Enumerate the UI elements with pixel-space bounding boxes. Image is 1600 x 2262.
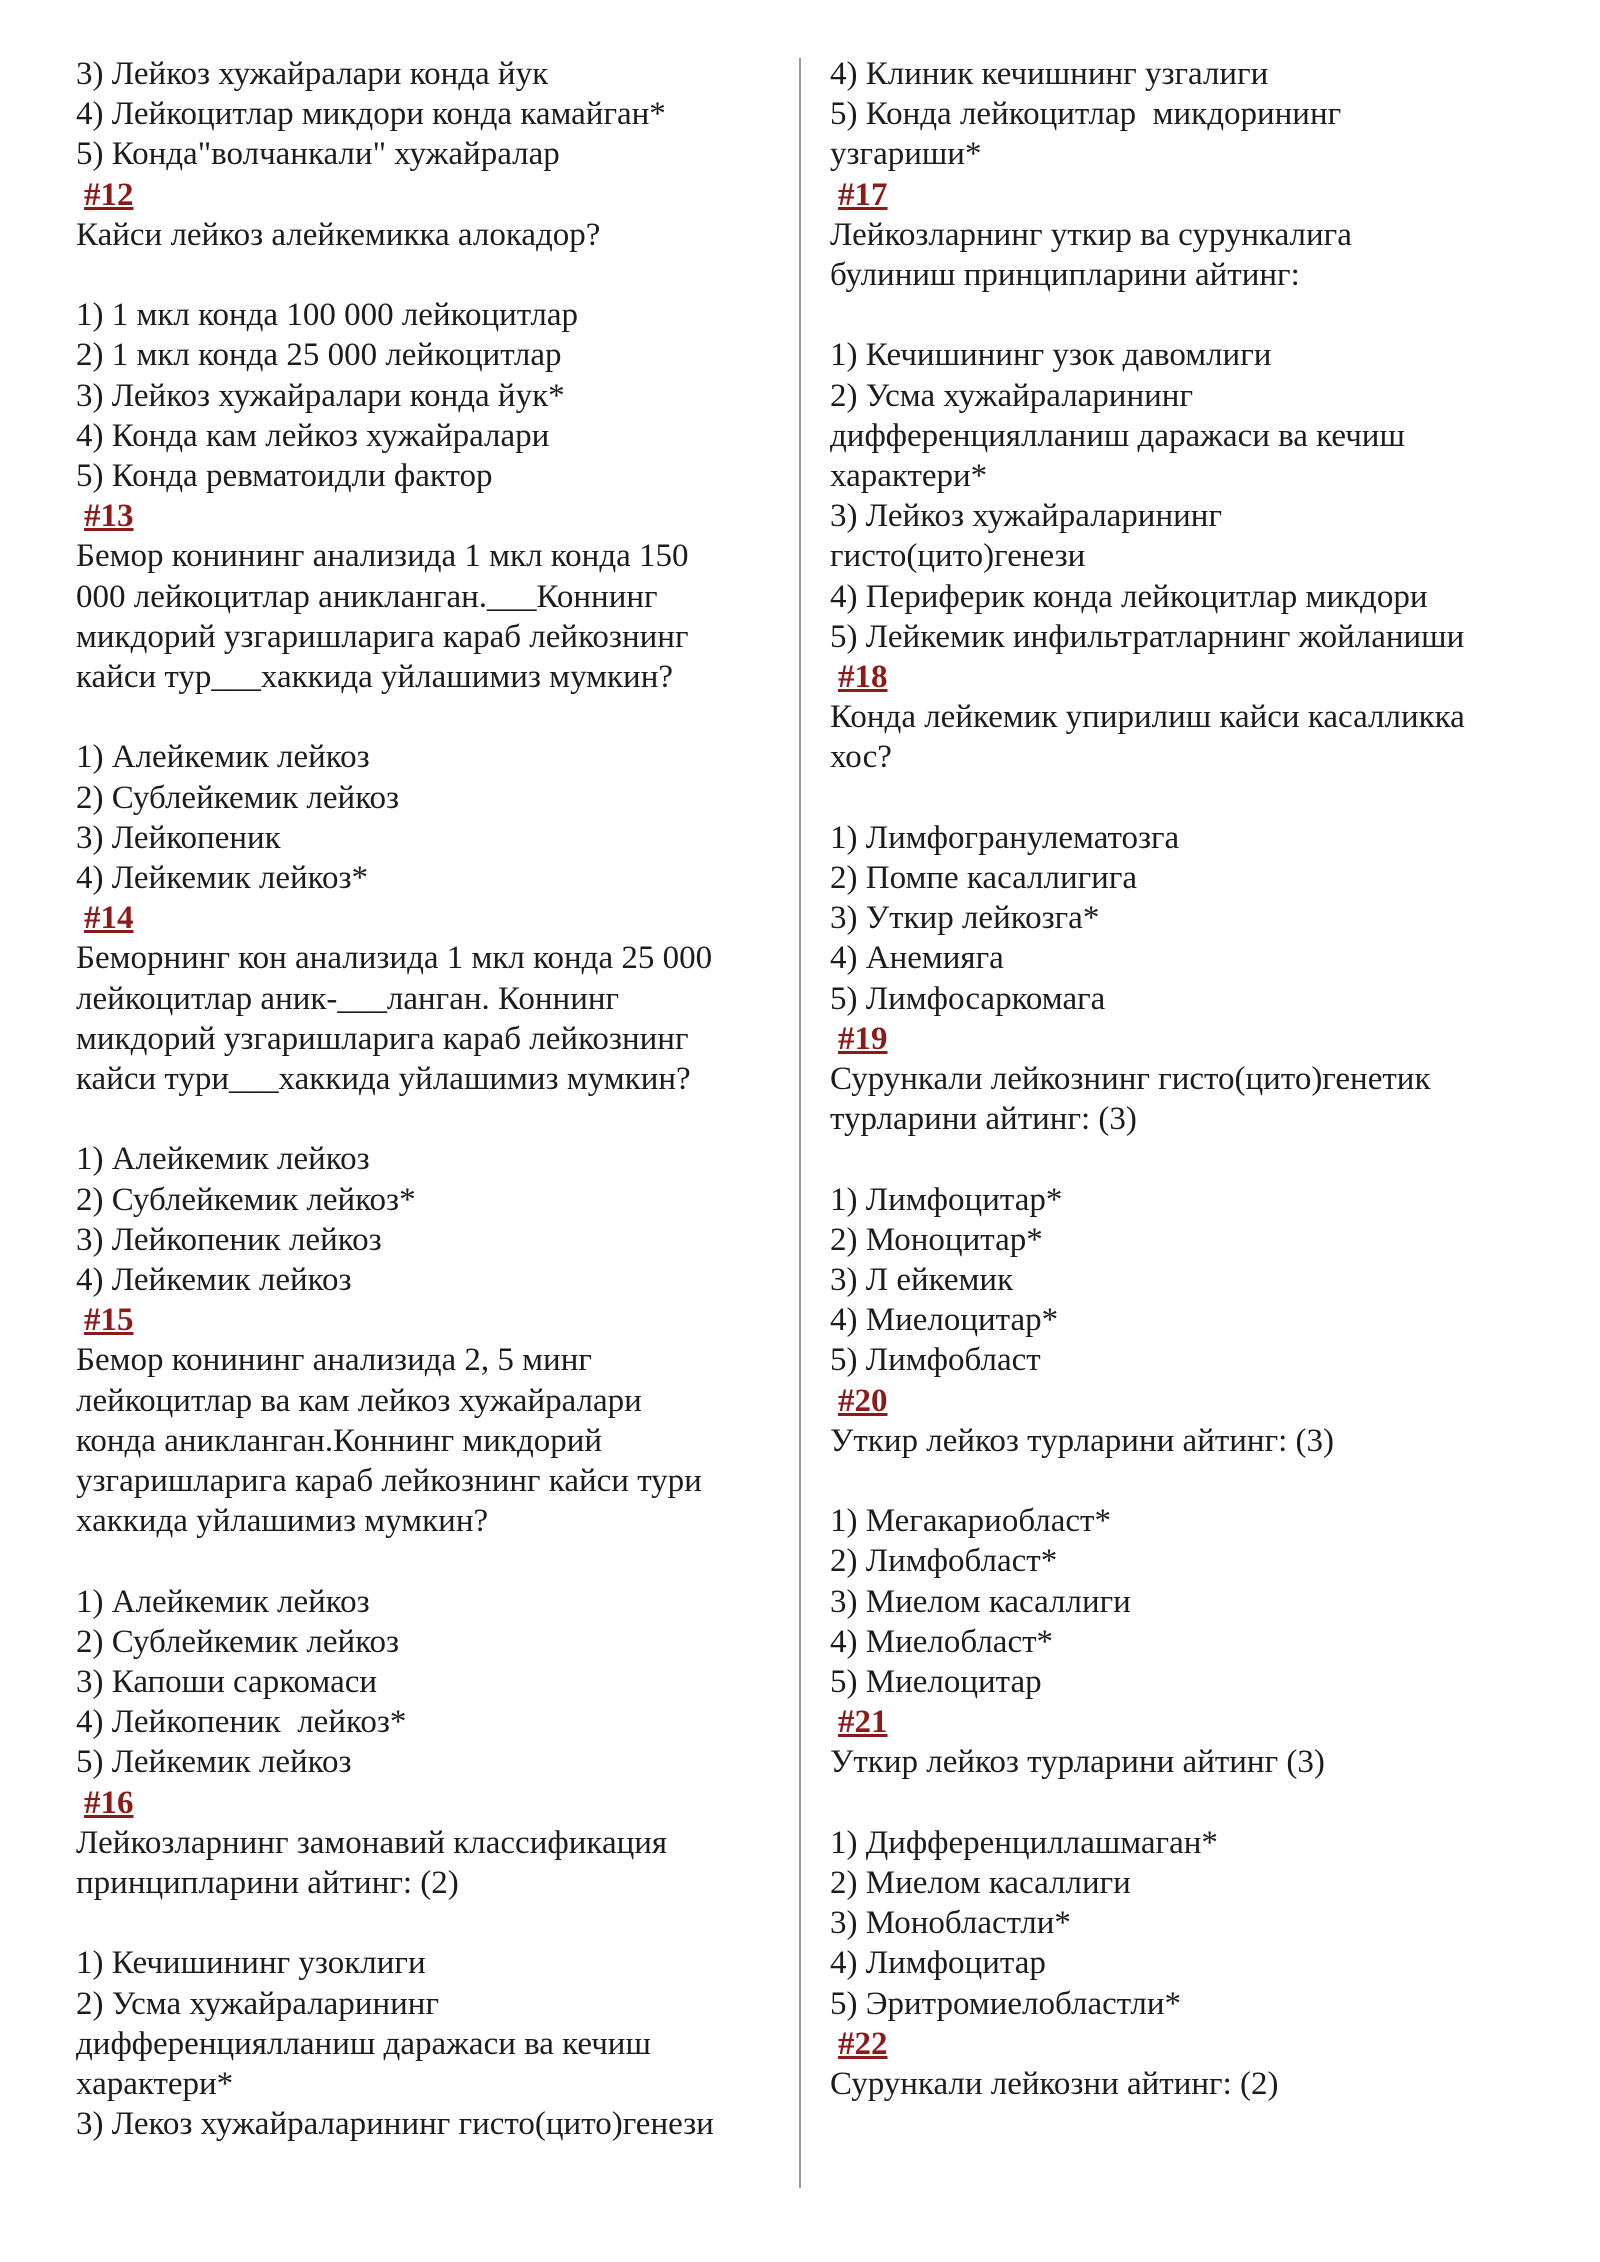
text-line: 5) Лейкемик лейкоз	[76, 1744, 352, 1781]
text-line: 2) Усма хужайраларининг	[76, 1985, 439, 2022]
question-number: #22	[838, 2025, 888, 2062]
text-line: 5) Лейкемик инфильтратларнинг жойланиши	[830, 618, 1465, 655]
text-line: 3) Лейкоз хужайралари конда йук	[76, 56, 549, 92]
text-line: 4) Клиник кечишнинг узгалиги	[830, 56, 1269, 92]
text-line: 4) Миелоцитар*	[830, 1302, 1059, 1339]
question-number: #18	[838, 659, 888, 696]
text-line: дифференциялланиш даражаси ва кечиш	[76, 2025, 651, 2062]
text-line: 4) Лейкемик лейкоз	[76, 1262, 352, 1299]
blank-line	[830, 1139, 1530, 1179]
text-line: 3) Капоши саркомаси	[76, 1664, 378, 1701]
text-line: 2) Помпе касаллигига	[830, 860, 1138, 897]
text-line: 1) Алейкемик лейкоз	[76, 739, 370, 776]
question-number-line	[76, 175, 776, 215]
text-line: 2) Сублейкемик лейкоз	[76, 1623, 400, 1660]
blank-line	[830, 1461, 1530, 1501]
question-number-line	[830, 1381, 1530, 1421]
text-line: 5) Эритромиелобластли*	[830, 1985, 1181, 2022]
text-line: Бемор конининг анализида 2, 5 минг	[76, 1342, 592, 1379]
text-line: Уткир лейкоз турларини айтинг: (3)	[830, 1422, 1335, 1459]
text-line: 1) Лимфоцитар*	[830, 1181, 1063, 1218]
text-line: 5) Миелоцитар	[830, 1664, 1042, 1701]
blank-line	[830, 1783, 1530, 1823]
text-line: узгаришларига караб лейкознинг кайси тури	[76, 1463, 702, 1500]
text-line: 5) Конда ревматоидли фактор	[76, 458, 493, 495]
question-number-line	[830, 2024, 1530, 2064]
question-number-line	[76, 898, 776, 938]
question-number-line	[76, 1783, 776, 1823]
text-line: 1) Лимфогранулематозга	[830, 819, 1180, 856]
text-line: 000 лейкоцитлар аникланган.___Коннинг	[76, 578, 658, 615]
text-line: 1) Мегакариобласт*	[830, 1503, 1111, 1540]
blank-line	[76, 1099, 776, 1139]
question-number-line	[830, 175, 1530, 215]
blank-line	[830, 295, 1530, 335]
text-line: 2) 1 мкл конда 25 000 лейкоцитлар	[76, 337, 562, 374]
text-line: характери*	[830, 458, 988, 495]
text-line: Уткир лейкоз турларини айтинг (3)	[830, 1744, 1325, 1781]
text-line: 5) Конда"волчанкали" хужайралар	[76, 136, 560, 173]
text-line: 4) Лимфоцитар	[830, 1945, 1046, 1982]
question-number-line	[830, 1702, 1530, 1742]
text-line: узгариши*	[830, 136, 982, 173]
text-line: микдорий узгаришларига караб лейкознинг	[76, 1020, 689, 1057]
text-line: лейкоцитлар аник-___ланган. Коннинг	[76, 980, 620, 1017]
question-number: #21	[838, 1704, 888, 1741]
question-number: #14	[84, 900, 134, 937]
text-line: принципларини айтинг: (2)	[76, 1865, 459, 1902]
text-line: 3) Монобластли*	[830, 1905, 1071, 1942]
blank-line	[76, 1903, 776, 1943]
text-line: 1) Алейкемик лейкоз	[76, 1141, 370, 1178]
text-line: 5) Лимфобласт	[830, 1342, 1041, 1379]
right-column	[830, 54, 1530, 2104]
text-line: 2) Сублейкемик лейкоз	[76, 779, 400, 816]
text-line: Сурункали лейкознинг гисто(цито)генетик	[830, 1061, 1431, 1098]
text-line: Бемор конининг анализида 1 мкл конда 150	[76, 538, 689, 575]
text-line: дифференциялланиш даражаси ва кечиш	[830, 417, 1405, 454]
blank-line	[830, 778, 1530, 818]
text-line: 2) Миелом касаллиги	[830, 1865, 1131, 1902]
text-line: 4) Лейкоцитлар микдори конда камайган*	[76, 96, 666, 133]
question-number: #20	[838, 1382, 888, 1419]
text-line: 3) Л ейкемик	[830, 1262, 1014, 1299]
question-number-line	[830, 657, 1530, 697]
text-line: хос?	[830, 739, 892, 776]
text-line: 3) Миелом касаллиги	[830, 1583, 1131, 1620]
text-line: булиниш принципларини айтинг:	[830, 257, 1300, 294]
text-line: 3) Лейкопеник лейкоз	[76, 1221, 382, 1258]
text-line: 4) Периферик конда лейкоцитлар микдори	[830, 578, 1428, 615]
text-line: турларини айтинг: (3)	[830, 1101, 1137, 1138]
text-line: Беморнинг кон анализида 1 мкл конда 25 000	[76, 940, 713, 977]
text-line: конда аникланган.Коннинг микдорий	[76, 1422, 603, 1459]
text-line: кайси тури___хаккида уйлашимиз мумкин?	[76, 1061, 691, 1098]
question-number-line	[830, 1019, 1530, 1059]
text-line: Лейкозларнинг замонавий классификация	[76, 1824, 668, 1861]
text-line: Конда лейкемик упирилиш кайси касалликка	[830, 699, 1465, 736]
text-line: 2) Сублейкемик лейкоз*	[76, 1181, 416, 1218]
text-line: кайси тур___хаккида уйлашимиз мумкин?	[76, 659, 674, 696]
text-line: Кайси лейкоз алейкемикка алокадор?	[76, 216, 601, 253]
text-line: 5) Конда лейкоцитлар микдорининг	[830, 96, 1342, 133]
text-line: хаккида уйлашимиз мумкин?	[76, 1503, 489, 1540]
text-line: 1) Кечишининг узоклиги	[76, 1945, 426, 1982]
left-column	[76, 54, 776, 2144]
question-number: #13	[84, 498, 134, 535]
question-number: #16	[84, 1784, 134, 1821]
text-line: Лейкозларнинг уткир ва сурункалига	[830, 216, 1352, 253]
blank-line	[76, 1541, 776, 1581]
text-line: 1) Кечишининг узок давомлиги	[830, 337, 1272, 374]
question-number: #17	[838, 176, 888, 213]
text-line: 2) Моноцитар*	[830, 1221, 1043, 1258]
text-line: 2) Лимфобласт*	[830, 1543, 1058, 1580]
blank-line	[76, 255, 776, 295]
text-line: 3) Лейкоз хужайраларининг	[830, 498, 1222, 535]
question-number: #19	[838, 1020, 888, 1057]
text-line: 4) Конда кам лейкоз хужайралари	[76, 417, 550, 454]
text-line: Сурункали лейкозни айтинг: (2)	[830, 2066, 1279, 2103]
text-line: 3) Уткир лейкозга*	[830, 900, 1100, 937]
text-line: 1) 1 мкл конда 100 000 лейкоцитлар	[76, 297, 578, 334]
text-line: характери*	[76, 2066, 234, 2103]
text-line: 1) Алейкемик лейкоз	[76, 1583, 370, 1620]
column-divider	[799, 58, 801, 2188]
text-line: 3) Лекоз хужайраларининг гисто(цито)генези	[76, 2106, 714, 2143]
text-line: 2) Усма хужайраларининг	[830, 377, 1193, 414]
question-number: #15	[84, 1302, 134, 1339]
text-line: 4) Лейкемик лейкоз*	[76, 860, 369, 897]
text-line: 3) Лейкоз хужайралари конда йук*	[76, 377, 565, 414]
text-line: гисто(цито)генези	[830, 538, 1086, 575]
question-number-line	[76, 496, 776, 536]
question-number: #12	[84, 176, 134, 213]
text-line: микдорий узгаришларига караб лейкознинг	[76, 618, 689, 655]
question-number-line	[76, 1300, 776, 1340]
text-line: 5) Лимфосаркомага	[830, 980, 1106, 1017]
text-line: 3) Лейкопеник	[76, 819, 281, 856]
text-line: 4) Анемияга	[830, 940, 1004, 977]
text-line: лейкоцитлар ва кам лейкоз хужайралари	[76, 1382, 642, 1419]
text-line: 4) Миелобласт*	[830, 1623, 1054, 1660]
blank-line	[76, 697, 776, 737]
text-line: 1) Дифференциллашмаган*	[830, 1824, 1218, 1861]
text-line: 4) Лейкопеник лейкоз*	[76, 1704, 407, 1741]
